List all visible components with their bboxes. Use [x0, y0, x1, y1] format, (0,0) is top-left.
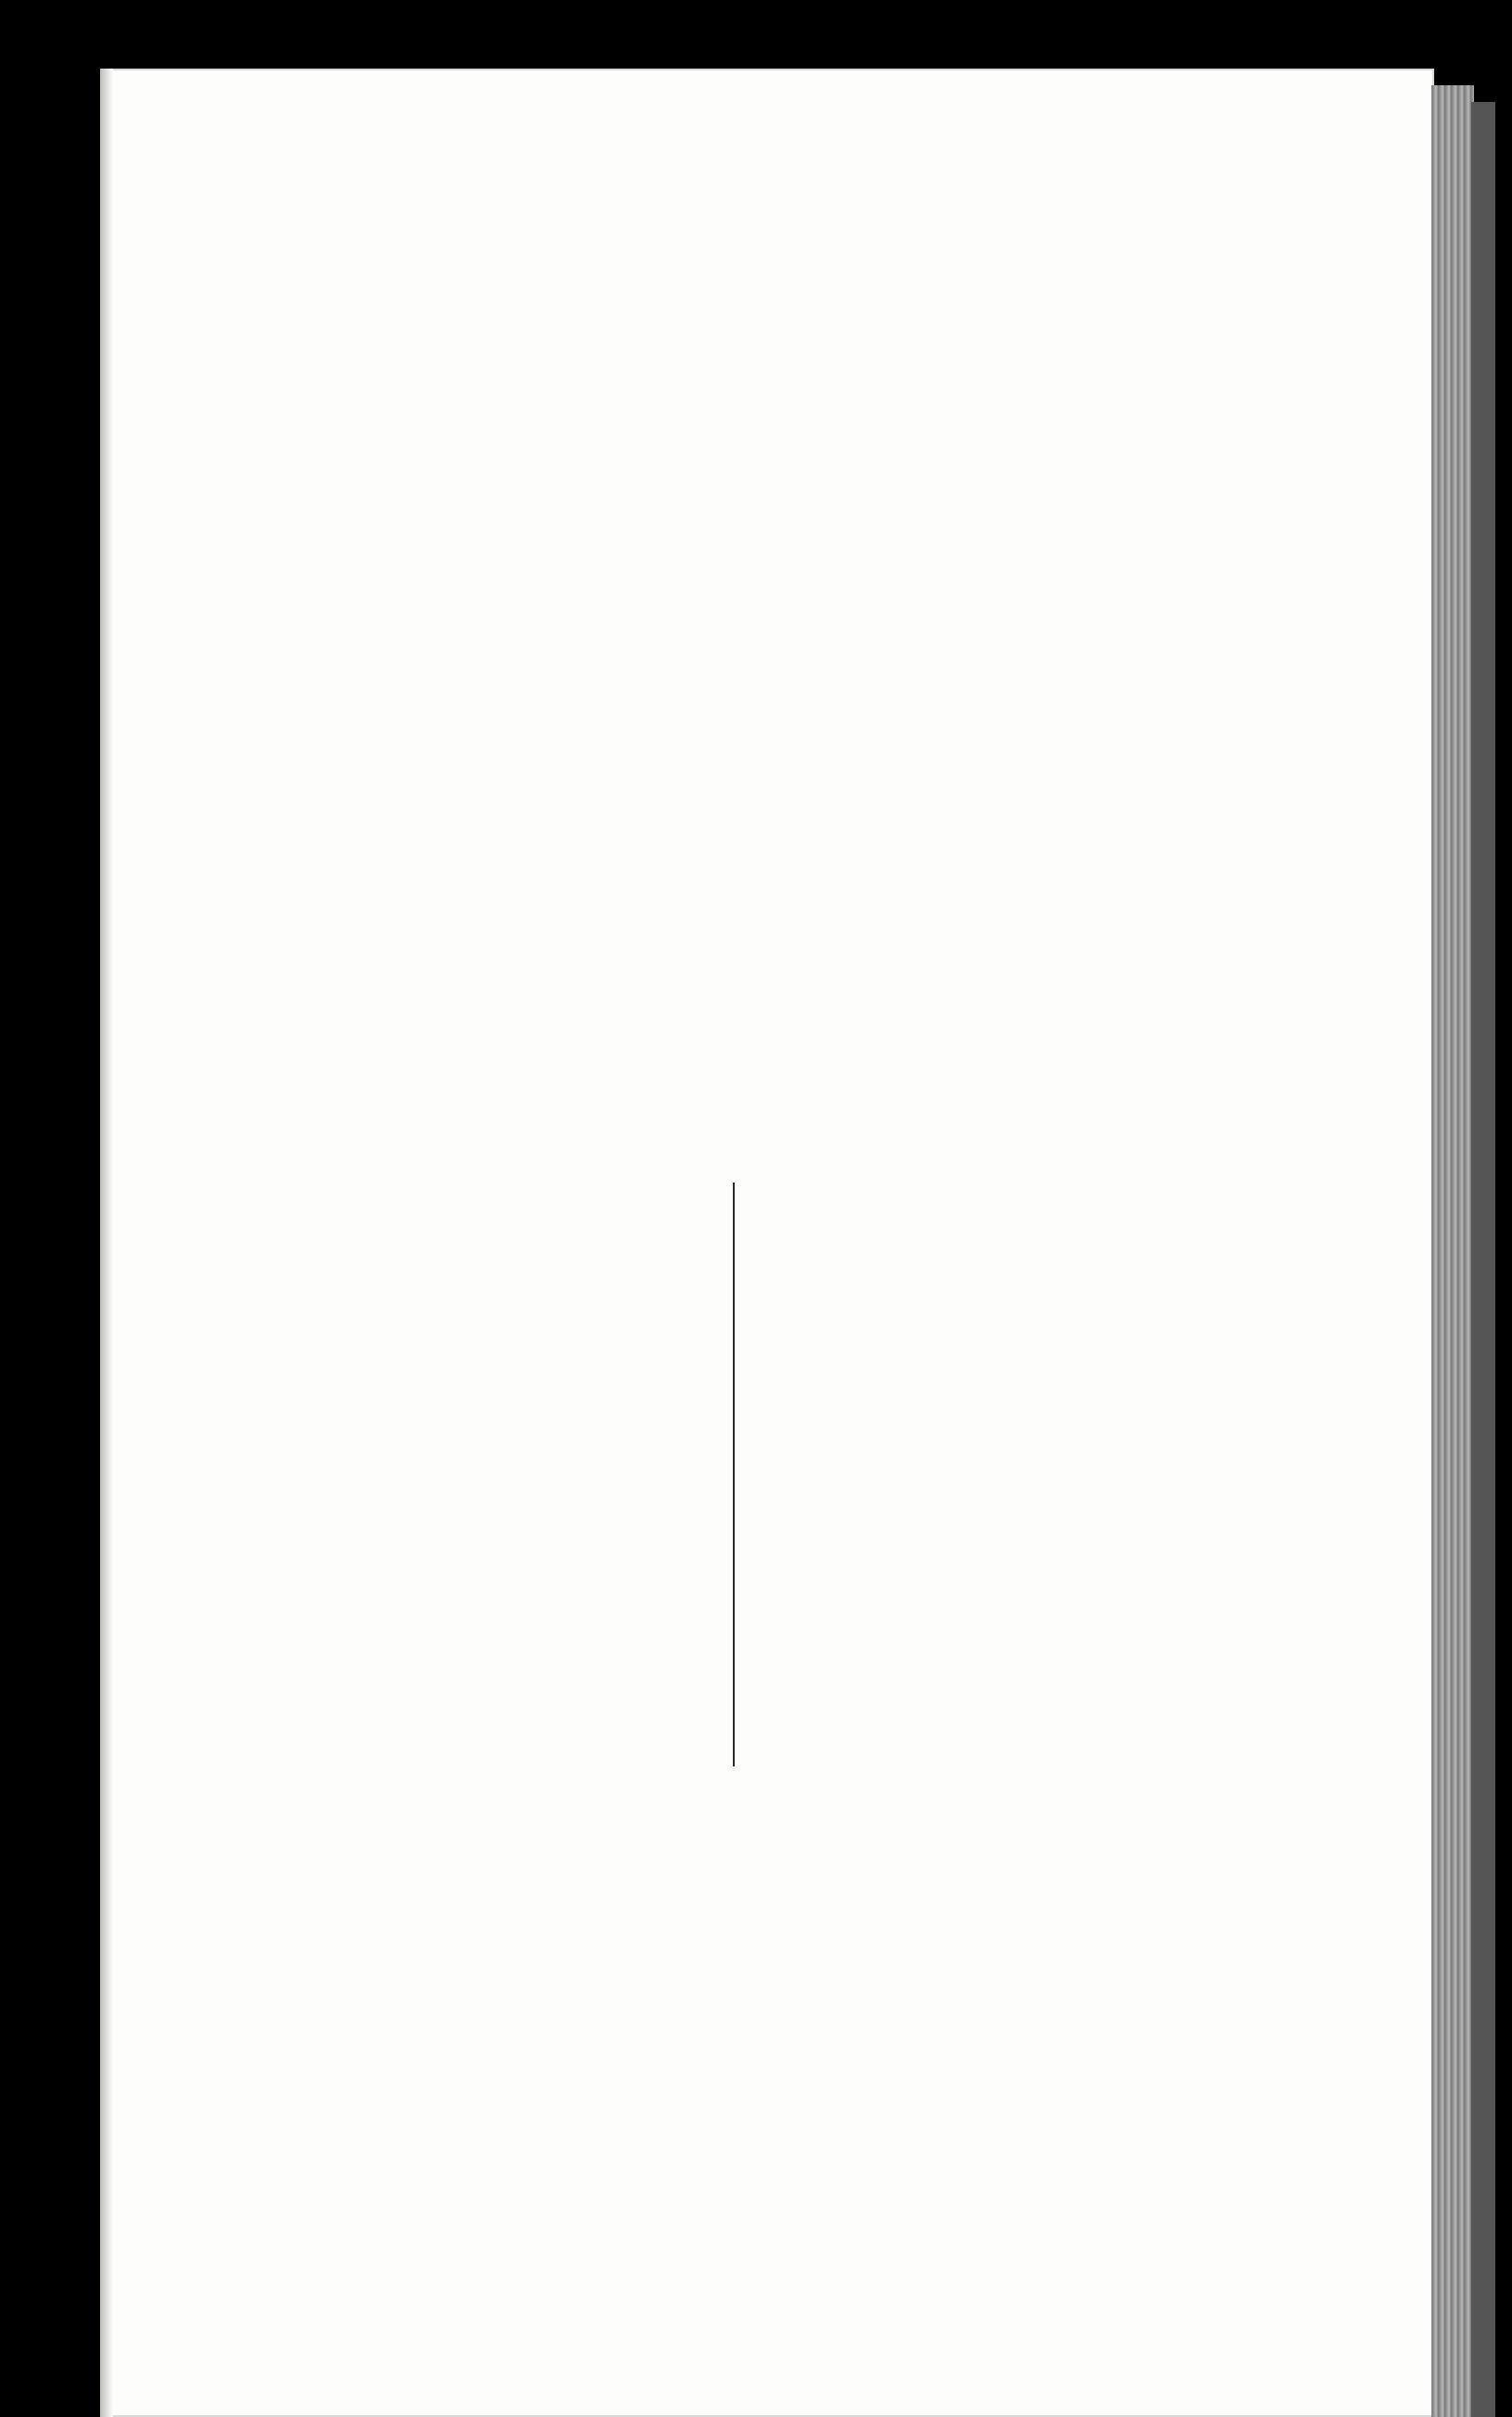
book-page — [100, 69, 1434, 2417]
page-edges-dark — [1471, 102, 1495, 2417]
gutter-shadow — [100, 69, 113, 2417]
page-header — [218, 248, 1255, 291]
column-rule — [733, 1183, 735, 1766]
page-edges — [1431, 85, 1474, 2417]
